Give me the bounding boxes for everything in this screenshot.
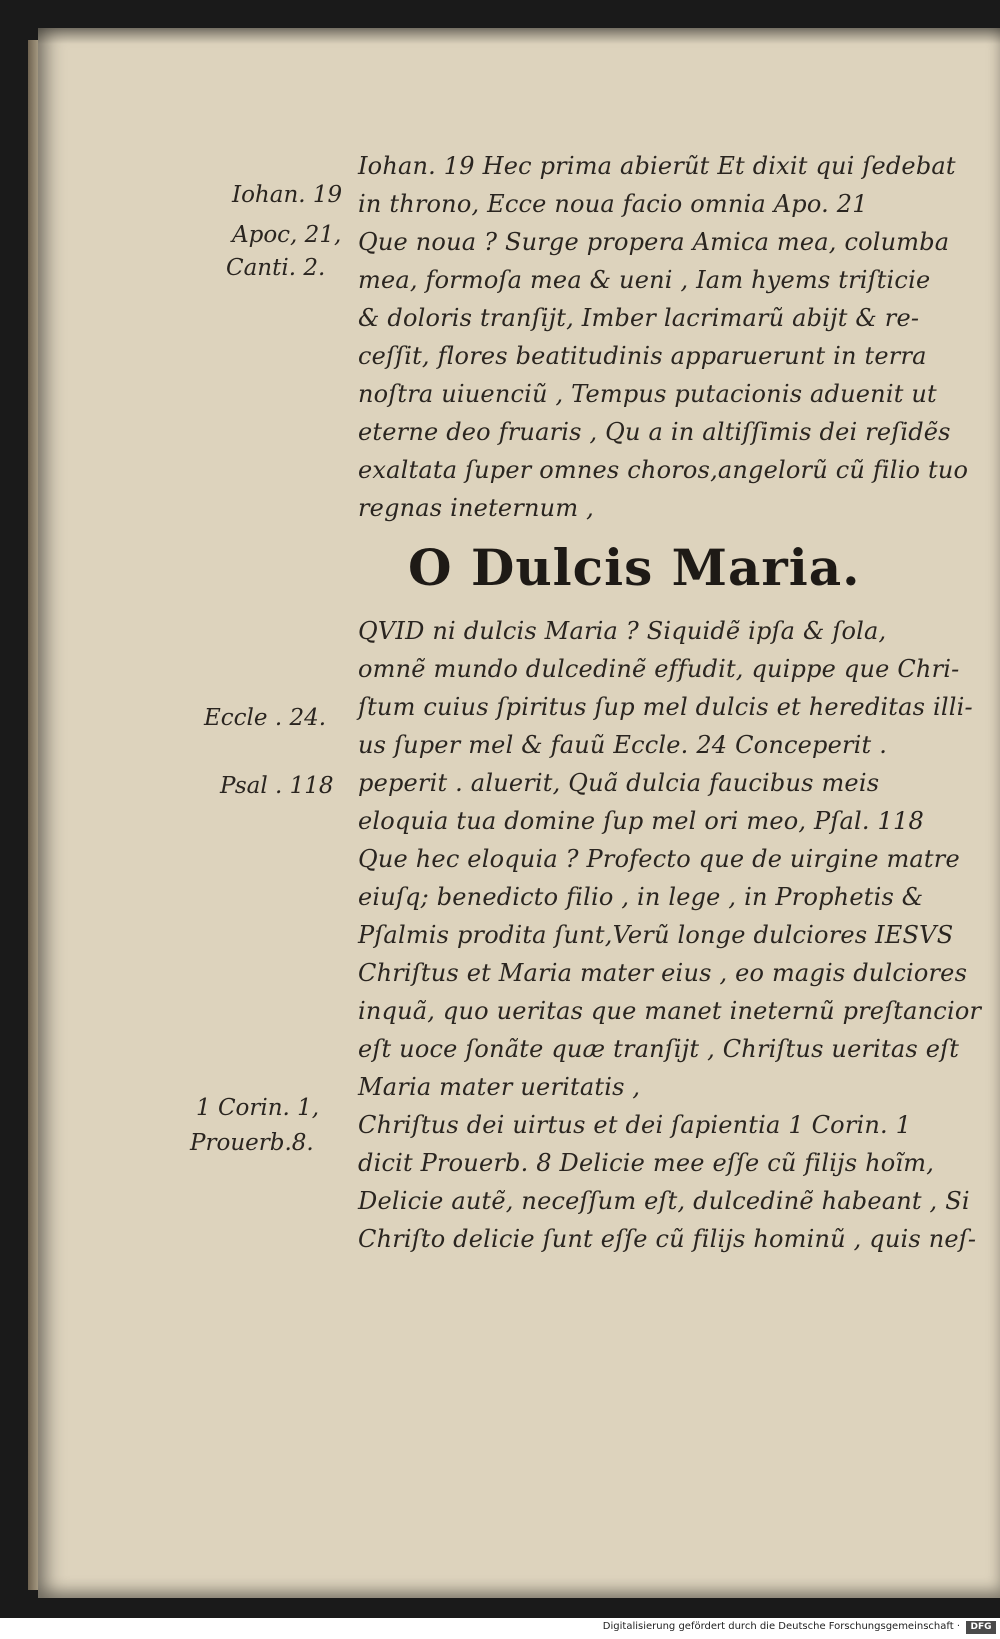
text-line: Chriſtus et Maria mater eius , eo magis dulciores — [358, 959, 968, 987]
margin-note-apoc: Apoc, 21, — [232, 222, 342, 248]
text-line: ceſſit, flores beatitudinis apparuerunt in terra — [358, 342, 927, 370]
text-line: noſtra uiuenciũ , Tempus putacionis aduenit ut — [358, 380, 937, 408]
text-line: inquã, quo ueritas que manet ineternũ preſtancior — [358, 997, 982, 1025]
margin-note-corin: 1 Corin. 1, — [196, 1095, 320, 1121]
text-line: exaltata ſuper omnes choros,angelorũ cũ filio tuo — [358, 456, 969, 484]
text-line: & doloris tranſijt, Imber lacrimarũ abijt & re- — [358, 304, 920, 332]
text-line: Iohan. 19 Hec prima abierũt Et dixit qui ſedebat — [358, 152, 956, 180]
page-shadow — [38, 28, 1000, 44]
margin-note-prouerb: Prouerb.8. — [190, 1130, 314, 1156]
text-line: eloquia tua domine ſup mel ori meo, Pſal. 118 — [358, 807, 924, 835]
text-line: us ſuper mel & fauũ Eccle. 24 Conceperit . — [358, 731, 888, 759]
text-line: dicit Prouerb. 8 Delicie mee eſſe cũ filijs hoĩm, — [358, 1149, 935, 1177]
text-line: eterne deo fruaris , Qu a in altiſſimis dei reſidẽs — [358, 418, 951, 446]
margin-note-iohan: Iohan. 19 — [232, 182, 343, 208]
text-line: peperit . aluerit, Quã dulcia faucibus meis — [358, 769, 880, 797]
text-line: Chriſtus dei uirtus et dei ſapientia 1 Corin. 1 — [358, 1111, 912, 1139]
text-line: Que noua ? Surge propera Amica mea, columba — [358, 228, 950, 256]
section-heading: O Dulcis Maria. — [408, 538, 861, 597]
margin-note-canti: Canti. 2. — [226, 255, 326, 281]
text-line: Que hec eloquia ? Profecto que de uirgine matre — [358, 845, 960, 873]
footer-credit: Digitalisierung gefördert durch die Deutsche Forschungsgemeinschaft · — [602, 1621, 960, 1632]
margin-note-eccle: Eccle . 24. — [204, 705, 327, 731]
text-line: regnas ineternum , — [358, 494, 594, 522]
text-line: Delicie autẽ, neceſſum eſt, dulcedinẽ habeant , Si — [358, 1187, 970, 1215]
text-line: in throno, Ecce noua facio omnia Apo. 21 — [358, 190, 868, 218]
margin-note-psal: Psal . 118 — [220, 773, 334, 799]
text-line: eſt uoce ſonãte quæ tranſijt , Chriſtus ueritas eſt — [358, 1035, 960, 1063]
text-line: Maria mater ueritatis , — [358, 1073, 641, 1101]
text-line: eiuſq; benedicto filio , in lege , in Prophetis & — [358, 883, 924, 911]
text-line: omnẽ mundo dulcedinẽ effudit, quippe que Chri- — [358, 655, 960, 683]
text-line: Pſalmis prodita ſunt,Verũ longe dulciores IESVS — [358, 921, 954, 949]
text-line: ſtum cuius ſpiritus ſup mel dulcis et hereditas illi- — [358, 693, 973, 721]
text-line: mea, formoſa mea & ueni , Iam hyems triſticie — [358, 266, 931, 294]
text-line: QVID ni dulcis Maria ? Siquidẽ ipſa & ſola, — [358, 617, 887, 645]
text-line: Chriſto delicie ſunt eſſe cũ filijs hominũ , quis neſ- — [358, 1225, 977, 1253]
digitization-footer — [0, 1618, 1000, 1639]
dfg-logo: DFG — [966, 1621, 996, 1634]
